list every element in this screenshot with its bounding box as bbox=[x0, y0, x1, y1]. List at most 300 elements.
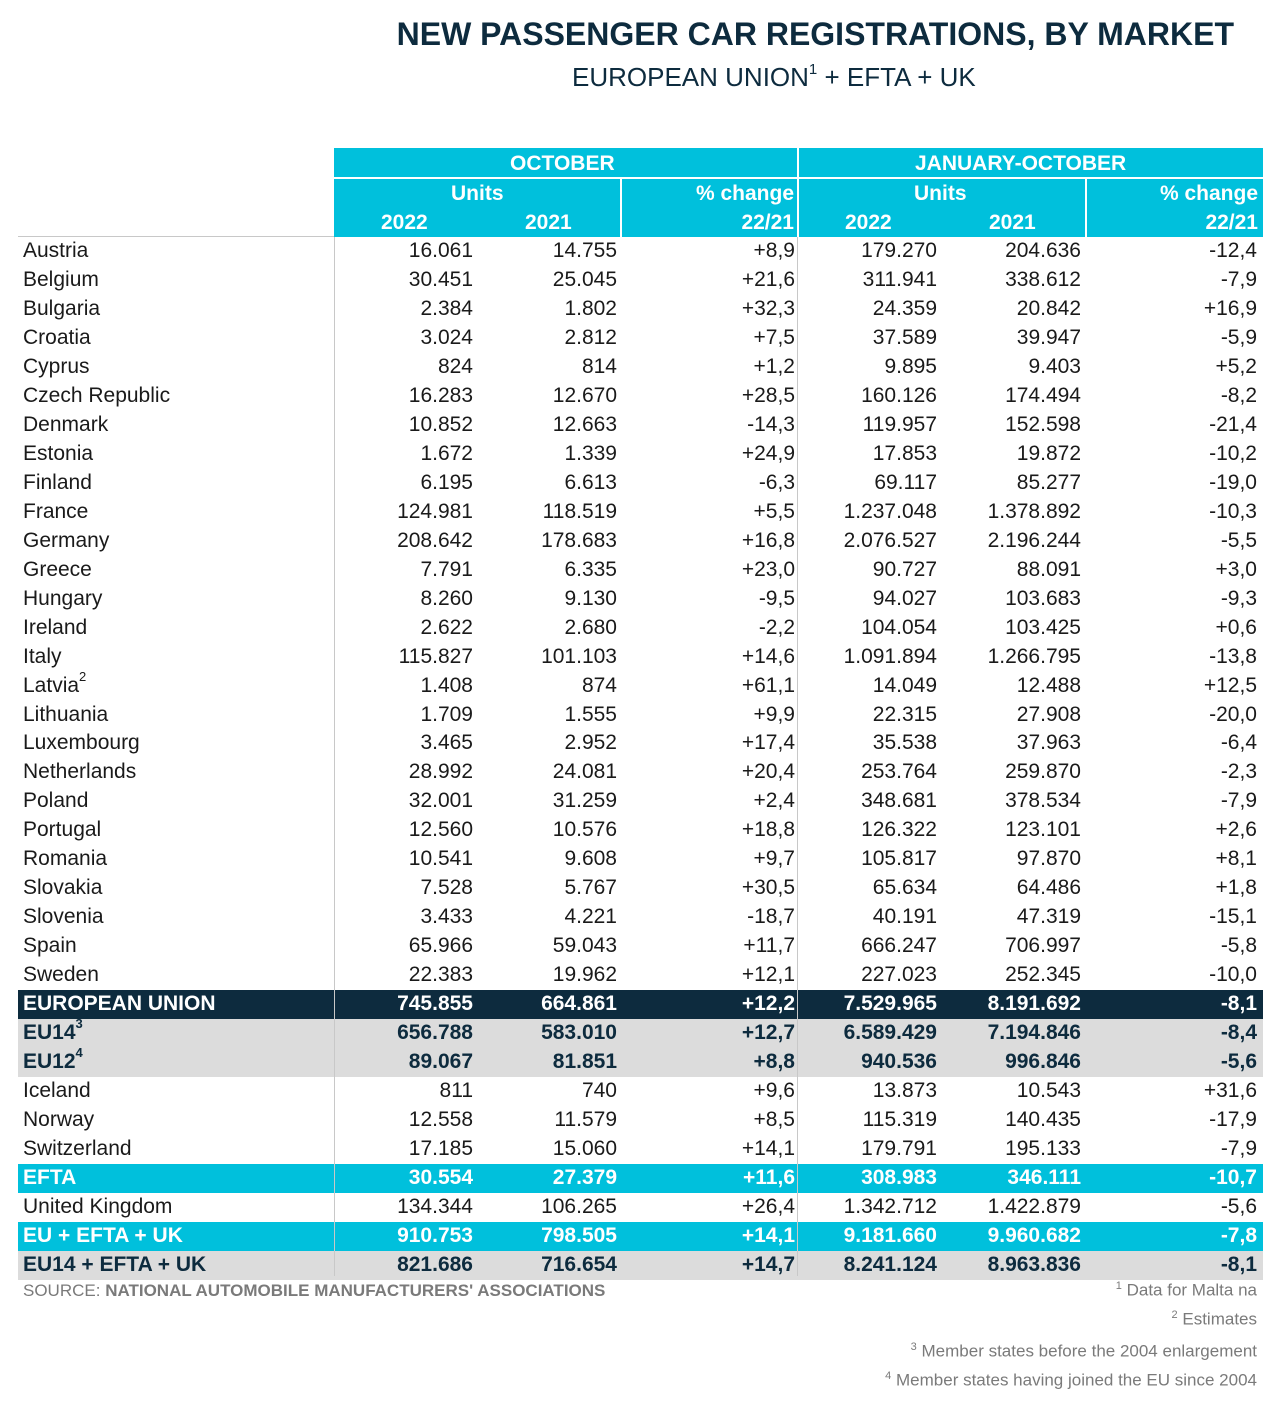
cell-october-pct-change: +17,4 bbox=[741, 731, 795, 755]
cell-october-pct-change: +9,6 bbox=[753, 1079, 795, 1103]
cell-market-name bbox=[23, 556, 92, 585]
market-name-text: Croatia bbox=[23, 325, 91, 349]
cell-october-2021: 12.670 bbox=[552, 383, 617, 407]
cell-janoct-pct-change: -5,8 bbox=[1220, 934, 1257, 958]
market-name-text: Greece bbox=[23, 557, 92, 581]
cell-market-name bbox=[23, 1193, 172, 1222]
cell-janoct-2021: 39.947 bbox=[1016, 325, 1081, 349]
table-row-total bbox=[18, 1222, 1263, 1251]
cell-janoct-2022: 37.589 bbox=[872, 325, 937, 349]
cell-janoct-2021: 27.908 bbox=[1016, 702, 1081, 726]
table-row bbox=[18, 845, 1263, 874]
cell-market-name bbox=[23, 816, 101, 845]
cell-october-2021: 118.519 bbox=[542, 499, 617, 523]
table-row-grand bbox=[18, 1251, 1263, 1280]
table-row bbox=[18, 527, 1263, 556]
cell-october-2021: 81.851 bbox=[552, 1050, 617, 1074]
market-name-text: EU + EFTA + UK bbox=[23, 1223, 183, 1247]
cell-october-2022: 656.788 bbox=[397, 1021, 473, 1045]
footnote-mark: 4 bbox=[75, 1045, 83, 1061]
source-text: NATIONAL AUTOMOBILE MANUFACTURERS' ASSOCIATIONS bbox=[105, 1281, 606, 1300]
table-row bbox=[18, 758, 1263, 787]
cell-october-2021: 5.767 bbox=[564, 876, 617, 900]
cell-janoct-2021: 19.872 bbox=[1016, 441, 1081, 465]
cell-october-2022: 124.981 bbox=[397, 499, 473, 523]
cell-janoct-2021: 88.091 bbox=[1016, 557, 1081, 581]
cell-october-pct-change: +12,2 bbox=[741, 992, 795, 1016]
cell-market-name bbox=[23, 1251, 206, 1280]
cell-october-2021: 583.010 bbox=[541, 1021, 617, 1045]
cell-janoct-2021: 10.543 bbox=[1016, 1079, 1081, 1103]
table-row bbox=[18, 585, 1263, 614]
cell-october-pct-change: +32,3 bbox=[741, 296, 795, 320]
cell-october-2022: 134.344 bbox=[397, 1194, 473, 1218]
cell-janoct-pct-change: -5,9 bbox=[1220, 325, 1257, 349]
cell-october-2022: 2.622 bbox=[420, 615, 473, 639]
cell-janoct-2022: 104.054 bbox=[861, 615, 937, 639]
cell-janoct-2022: 308.983 bbox=[861, 1166, 937, 1189]
table-row bbox=[18, 787, 1263, 816]
source-note bbox=[23, 1281, 605, 1301]
cell-october-2022: 3.024 bbox=[420, 325, 473, 349]
cell-october-pct-change: +7,5 bbox=[753, 325, 795, 349]
cell-october-2022: 208.642 bbox=[397, 528, 473, 552]
cell-october-pct-change: -14,3 bbox=[747, 412, 795, 436]
table-row bbox=[18, 498, 1263, 527]
cell-october-2021: 874 bbox=[581, 673, 617, 697]
table-row bbox=[18, 324, 1263, 353]
cell-october-2022: 1.408 bbox=[420, 673, 473, 697]
cell-janoct-2022: 24.359 bbox=[872, 296, 937, 320]
cell-october-2021: 740 bbox=[581, 1079, 617, 1103]
column-separator bbox=[797, 237, 798, 1276]
cell-janoct-2022: 179.791 bbox=[861, 1137, 937, 1161]
footnote-mark: 4 bbox=[885, 1370, 892, 1382]
cell-market-name bbox=[23, 903, 104, 932]
cell-janoct-2022: 9.895 bbox=[884, 354, 937, 378]
cell-october-2022: 7.528 bbox=[420, 876, 473, 900]
cell-october-2021: 31.259 bbox=[552, 789, 617, 813]
cell-market-name bbox=[23, 701, 108, 730]
cell-market-name bbox=[23, 874, 102, 903]
cell-october-2021: 2.812 bbox=[564, 325, 617, 349]
page-subtitle bbox=[572, 62, 976, 93]
cell-janoct-2022: 253.764 bbox=[861, 760, 937, 784]
cell-market-name bbox=[23, 1222, 183, 1251]
cell-october-pct-change: +21,6 bbox=[741, 267, 795, 291]
cell-janoct-2021: 9.403 bbox=[1028, 354, 1081, 378]
cell-janoct-2022: 940.536 bbox=[861, 1050, 937, 1074]
cell-janoct-pct-change: -7,9 bbox=[1220, 267, 1257, 291]
header-year-2022-october: 2022 bbox=[381, 211, 428, 234]
cell-janoct-2021: 12.488 bbox=[1016, 673, 1081, 697]
footnote-mark: 2 bbox=[79, 668, 87, 684]
cell-janoct-pct-change: +31,6 bbox=[1203, 1079, 1257, 1103]
cell-october-pct-change: +8,8 bbox=[753, 1050, 795, 1074]
cell-market-name bbox=[23, 266, 99, 295]
footnote-mark: 1 bbox=[1115, 1280, 1122, 1292]
cell-janoct-2022: 14.049 bbox=[872, 673, 937, 697]
market-name-text: Italy bbox=[23, 644, 62, 668]
cell-october-2021: 664.861 bbox=[541, 992, 617, 1016]
header-divider bbox=[1085, 178, 1087, 237]
cell-market-name bbox=[23, 469, 92, 498]
cell-october-pct-change: +14,1 bbox=[741, 1223, 795, 1247]
table-row bbox=[18, 556, 1263, 585]
table-row bbox=[18, 1077, 1263, 1106]
cell-janoct-pct-change: -2,3 bbox=[1220, 760, 1257, 784]
cell-october-pct-change: +1,2 bbox=[753, 354, 795, 378]
table-row bbox=[18, 668, 1263, 701]
cell-janoct-2021: 706.997 bbox=[1005, 934, 1081, 958]
cell-janoct-pct-change: -9,3 bbox=[1220, 586, 1257, 610]
cell-janoct-pct-change: -7,9 bbox=[1220, 1137, 1257, 1161]
footnote-3 bbox=[911, 1341, 1257, 1362]
cell-janoct-2021: 47.319 bbox=[1016, 905, 1081, 929]
cell-janoct-2022: 227.023 bbox=[861, 963, 937, 987]
cell-october-pct-change: +9,9 bbox=[753, 702, 795, 726]
header-jan-oct: JANUARY-OCTOBER bbox=[915, 152, 1127, 175]
cell-october-2021: 11.579 bbox=[554, 1108, 617, 1132]
cell-market-name bbox=[23, 758, 136, 787]
cell-october-2021: 1.555 bbox=[564, 702, 617, 726]
table-row bbox=[18, 614, 1263, 643]
table-row bbox=[18, 903, 1263, 932]
header-pct-october: % change bbox=[695, 182, 794, 205]
cell-market-name bbox=[23, 1135, 132, 1164]
market-name-text: United Kingdom bbox=[23, 1194, 173, 1218]
market-name-text: Lithuania bbox=[23, 702, 109, 726]
market-name-text: Norway bbox=[23, 1108, 95, 1132]
cell-october-pct-change: -18,7 bbox=[747, 905, 795, 929]
cell-janoct-2022: 40.191 bbox=[872, 905, 937, 929]
footnote-text: Estimates bbox=[1182, 1309, 1257, 1329]
cell-october-2022: 910.753 bbox=[397, 1223, 473, 1247]
cell-janoct-2021: 1.422.879 bbox=[987, 1194, 1081, 1218]
table-row bbox=[18, 874, 1263, 903]
cell-janoct-2021: 174.494 bbox=[1005, 383, 1081, 407]
cell-janoct-2021: 2.196.244 bbox=[987, 528, 1081, 552]
cell-october-2022: 16.283 bbox=[408, 383, 473, 407]
cell-october-pct-change: +61,1 bbox=[741, 673, 795, 697]
cell-janoct-2022: 94.027 bbox=[872, 586, 937, 610]
market-name-text: Hungary bbox=[23, 586, 103, 610]
cell-market-name bbox=[23, 1164, 76, 1193]
cell-market-name bbox=[23, 527, 109, 556]
cell-market-name bbox=[23, 295, 100, 324]
cell-janoct-2021: 7.194.846 bbox=[987, 1021, 1081, 1045]
header-october: OCTOBER bbox=[510, 152, 615, 175]
cell-janoct-pct-change: -7,9 bbox=[1220, 789, 1257, 813]
footnote-2 bbox=[1172, 1309, 1258, 1330]
subtitle-text: EUROPEAN UNION bbox=[572, 62, 809, 92]
cell-janoct-pct-change: -21,4 bbox=[1209, 412, 1257, 436]
cell-janoct-2021: 8.963.836 bbox=[987, 1252, 1081, 1276]
cell-october-2021: 9.130 bbox=[564, 586, 617, 610]
cell-october-2022: 3.465 bbox=[420, 731, 473, 755]
header-units-october: Units bbox=[451, 182, 504, 205]
table-row bbox=[18, 266, 1263, 295]
table-row bbox=[18, 237, 1263, 266]
cell-october-pct-change: +23,0 bbox=[741, 557, 795, 581]
cell-market-name bbox=[23, 614, 87, 643]
cell-janoct-pct-change: +0,6 bbox=[1215, 615, 1257, 639]
cell-october-2021: 1.339 bbox=[564, 441, 617, 465]
cell-market-name bbox=[23, 1016, 83, 1048]
header-period-october: 22/21 bbox=[741, 211, 794, 234]
cell-janoct-pct-change: +12,5 bbox=[1203, 673, 1257, 697]
cell-october-2021: 14.755 bbox=[552, 239, 617, 262]
table-row bbox=[18, 440, 1263, 469]
cell-janoct-2021: 8.191.692 bbox=[987, 992, 1081, 1016]
cell-october-pct-change: +14,1 bbox=[741, 1137, 795, 1161]
cell-october-2022: 811 bbox=[439, 1079, 473, 1103]
cell-janoct-pct-change: -19,0 bbox=[1209, 470, 1257, 494]
footnote-text: Member states before the 2004 enlargement bbox=[921, 1341, 1257, 1361]
cell-october-pct-change: +12,1 bbox=[741, 963, 795, 987]
cell-market-name bbox=[23, 990, 216, 1019]
cell-october-2022: 6.195 bbox=[420, 470, 473, 494]
cell-janoct-2022: 666.247 bbox=[861, 934, 937, 958]
cell-janoct-pct-change: +5,2 bbox=[1215, 354, 1257, 378]
cell-october-pct-change: +18,8 bbox=[741, 818, 795, 842]
cell-october-2021: 178.683 bbox=[541, 528, 617, 552]
header-year-2022-janoct: 2022 bbox=[845, 211, 892, 234]
market-name-text: Sweden bbox=[23, 963, 99, 987]
header-year-2021-october: 2021 bbox=[525, 211, 572, 234]
cell-market-name bbox=[23, 440, 93, 469]
cell-october-2021: 716.654 bbox=[541, 1252, 617, 1276]
cell-janoct-2022: 119.957 bbox=[862, 412, 937, 436]
cell-janoct-2021: 204.636 bbox=[1005, 239, 1081, 262]
table-row bbox=[18, 411, 1263, 440]
cell-janoct-2022: 8.241.124 bbox=[843, 1252, 937, 1276]
cell-october-pct-change: +9,7 bbox=[753, 847, 795, 871]
cell-october-pct-change: +11,6 bbox=[743, 1166, 795, 1189]
header-divider bbox=[620, 178, 622, 237]
cell-market-name bbox=[23, 1045, 83, 1077]
table-row bbox=[18, 295, 1263, 324]
cell-janoct-2022: 6.589.429 bbox=[843, 1021, 937, 1045]
footnote-mark: 3 bbox=[910, 1341, 917, 1353]
cell-october-2021: 798.505 bbox=[541, 1223, 617, 1247]
data-table-body bbox=[18, 237, 1263, 1280]
cell-october-2021: 106.265 bbox=[541, 1194, 617, 1218]
cell-october-2021: 4.221 bbox=[564, 905, 617, 929]
cell-october-pct-change: +20,4 bbox=[741, 760, 795, 784]
footnote-4 bbox=[885, 1370, 1257, 1391]
cell-october-2022: 10.541 bbox=[408, 847, 473, 871]
market-name-text: Cyprus bbox=[23, 354, 90, 378]
cell-janoct-pct-change: -5,5 bbox=[1220, 528, 1257, 552]
cell-october-2022: 30.451 bbox=[408, 267, 473, 291]
cell-janoct-2021: 259.870 bbox=[1005, 760, 1081, 784]
cell-october-2021: 101.103 bbox=[541, 644, 617, 668]
cell-october-pct-change: +5,5 bbox=[753, 499, 795, 523]
header-year-2021-janoct: 2021 bbox=[989, 211, 1036, 234]
cell-market-name bbox=[23, 1106, 94, 1135]
footnote-1 bbox=[1116, 1280, 1257, 1301]
cell-october-pct-change: +14,6 bbox=[741, 644, 795, 668]
market-name-text: Netherlands bbox=[23, 760, 137, 784]
cell-janoct-2022: 115.319 bbox=[862, 1108, 937, 1132]
cell-janoct-pct-change: -8,4 bbox=[1220, 1021, 1257, 1045]
cell-janoct-2021: 346.111 bbox=[1007, 1166, 1081, 1189]
cell-janoct-2021: 996.846 bbox=[1005, 1050, 1081, 1074]
cell-janoct-2022: 2.076.527 bbox=[843, 528, 937, 552]
cell-october-2022: 3.433 bbox=[420, 905, 473, 929]
cell-janoct-2021: 195.133 bbox=[1005, 1137, 1081, 1161]
cell-october-pct-change: +28,5 bbox=[741, 383, 795, 407]
footnote-mark: 3 bbox=[75, 1016, 83, 1032]
cell-october-2021: 6.335 bbox=[564, 557, 617, 581]
cell-market-name bbox=[23, 382, 170, 411]
cell-october-2022: 22.383 bbox=[408, 963, 473, 987]
market-name-text: Belgium bbox=[23, 267, 99, 291]
cell-janoct-pct-change: -15,1 bbox=[1209, 905, 1257, 929]
cell-october-2022: 7.791 bbox=[420, 557, 473, 581]
cell-october-2022: 17.185 bbox=[408, 1137, 473, 1161]
cell-october-pct-change: +16,8 bbox=[741, 528, 795, 552]
cell-october-2022: 65.966 bbox=[408, 934, 473, 958]
cell-october-2022: 12.560 bbox=[408, 818, 473, 842]
cell-janoct-2022: 9.181.660 bbox=[843, 1223, 937, 1247]
table-row-sub bbox=[18, 1016, 1263, 1048]
cell-market-name bbox=[23, 1077, 91, 1106]
source-label: SOURCE: bbox=[23, 1281, 106, 1300]
cell-october-pct-change: +26,4 bbox=[741, 1194, 795, 1218]
cell-janoct-pct-change: -7,8 bbox=[1220, 1223, 1257, 1247]
cell-october-pct-change: +24,9 bbox=[741, 441, 795, 465]
cell-janoct-2021: 338.612 bbox=[1005, 267, 1081, 291]
cell-janoct-2021: 64.486 bbox=[1016, 876, 1081, 900]
cell-janoct-pct-change: +2,6 bbox=[1215, 818, 1257, 842]
market-name-text: Luxembourg bbox=[23, 731, 140, 755]
cell-janoct-2021: 103.683 bbox=[1005, 586, 1081, 610]
cell-janoct-pct-change: +1,8 bbox=[1215, 876, 1257, 900]
cell-market-name bbox=[23, 932, 77, 961]
footnote-mark: 2 bbox=[1171, 1309, 1178, 1321]
cell-janoct-pct-change: -13,8 bbox=[1209, 644, 1257, 668]
table-row bbox=[18, 729, 1263, 758]
cell-janoct-pct-change: +16,9 bbox=[1203, 296, 1257, 320]
cell-october-2022: 821.686 bbox=[397, 1252, 473, 1276]
cell-janoct-pct-change: -5,6 bbox=[1220, 1050, 1257, 1074]
market-name-text: Germany bbox=[23, 528, 110, 552]
cell-janoct-pct-change: -10,3 bbox=[1209, 499, 1257, 523]
table-row bbox=[18, 816, 1263, 845]
cell-october-2022: 32.001 bbox=[408, 789, 473, 813]
cell-janoct-2022: 160.126 bbox=[861, 383, 937, 407]
cell-janoct-pct-change: -12,4 bbox=[1209, 239, 1257, 262]
cell-october-pct-change: +2,4 bbox=[753, 789, 795, 813]
cell-october-pct-change: +11,7 bbox=[743, 934, 795, 958]
cell-janoct-2022: 22.315 bbox=[872, 702, 937, 726]
cell-janoct-pct-change: -17,9 bbox=[1209, 1108, 1257, 1132]
header-period-janoct: 22/21 bbox=[1205, 211, 1258, 234]
cell-market-name bbox=[23, 353, 90, 382]
cell-janoct-pct-change: +8,1 bbox=[1215, 847, 1257, 871]
cell-janoct-2021: 1.378.892 bbox=[987, 499, 1081, 523]
table-row bbox=[18, 469, 1263, 498]
market-name-text: Slovenia bbox=[23, 905, 104, 929]
column-separator bbox=[334, 237, 335, 1276]
cell-janoct-2022: 35.538 bbox=[872, 731, 937, 755]
cell-october-2022: 1.709 bbox=[420, 702, 473, 726]
table-row-efta bbox=[18, 1164, 1263, 1193]
cell-janoct-2022: 13.873 bbox=[872, 1079, 937, 1103]
cell-october-2022: 745.855 bbox=[397, 992, 473, 1016]
cell-janoct-2022: 348.681 bbox=[861, 789, 937, 813]
cell-janoct-2021: 85.277 bbox=[1016, 470, 1081, 494]
table-row bbox=[18, 643, 1263, 672]
cell-october-2021: 6.613 bbox=[564, 470, 617, 494]
footnote-text: Data for Malta na bbox=[1126, 1280, 1257, 1300]
page-title: NEW PASSENGER CAR REGISTRATIONS, BY MARKET bbox=[396, 16, 1234, 52]
cell-october-2021: 15.060 bbox=[552, 1137, 617, 1161]
cell-october-2021: 9.608 bbox=[564, 847, 617, 871]
cell-market-name bbox=[23, 668, 87, 701]
market-name-text: EUROPEAN UNION bbox=[23, 992, 216, 1016]
cell-janoct-2022: 311.941 bbox=[862, 267, 937, 291]
cell-october-2022: 30.554 bbox=[408, 1166, 473, 1189]
market-name-text: Estonia bbox=[23, 441, 94, 465]
market-name-text: EU14 bbox=[23, 1021, 76, 1045]
cell-market-name bbox=[23, 411, 108, 440]
cell-janoct-2022: 1.342.712 bbox=[843, 1194, 937, 1218]
cell-october-2022: 89.067 bbox=[408, 1050, 473, 1074]
market-name-text: EU14 + EFTA + UK bbox=[23, 1252, 207, 1276]
cell-october-2022: 115.827 bbox=[398, 644, 473, 668]
market-name-text: Spain bbox=[23, 934, 77, 958]
cell-janoct-2022: 105.817 bbox=[861, 847, 937, 871]
market-name-text: Slovakia bbox=[23, 876, 103, 900]
cell-janoct-2022: 1.091.894 bbox=[843, 644, 937, 668]
table-row bbox=[18, 961, 1263, 990]
market-name-text: Iceland bbox=[23, 1079, 91, 1103]
cell-janoct-2021: 1.266.795 bbox=[987, 644, 1081, 668]
cell-janoct-2022: 65.634 bbox=[872, 876, 937, 900]
table-row bbox=[18, 1135, 1263, 1164]
market-name-text: Austria bbox=[23, 239, 89, 262]
cell-janoct-2021: 103.425 bbox=[1005, 615, 1081, 639]
cell-janoct-2022: 69.117 bbox=[874, 470, 937, 494]
cell-janoct-2021: 123.101 bbox=[1005, 818, 1081, 842]
cell-janoct-pct-change: -10,2 bbox=[1209, 441, 1257, 465]
cell-janoct-2021: 378.534 bbox=[1005, 789, 1081, 813]
market-name-text: EFTA bbox=[23, 1166, 77, 1189]
market-name-text: Romania bbox=[23, 847, 108, 871]
cell-october-pct-change: +8,9 bbox=[753, 239, 795, 262]
header-pct-janoct: % change bbox=[1159, 182, 1258, 205]
cell-janoct-2022: 17.853 bbox=[872, 441, 937, 465]
cell-october-2021: 59.043 bbox=[552, 934, 617, 958]
cell-october-2021: 19.962 bbox=[552, 963, 617, 987]
table-row bbox=[18, 1193, 1263, 1222]
cell-october-2021: 24.081 bbox=[552, 760, 617, 784]
cell-janoct-2022: 90.727 bbox=[872, 557, 937, 581]
table-row-sub bbox=[18, 1045, 1263, 1077]
cell-janoct-pct-change: -8,1 bbox=[1220, 1252, 1257, 1276]
cell-janoct-2022: 7.529.965 bbox=[843, 992, 937, 1016]
cell-market-name bbox=[23, 845, 107, 874]
cell-janoct-2021: 152.598 bbox=[1005, 412, 1081, 436]
cell-janoct-pct-change: -10,7 bbox=[1209, 1166, 1257, 1189]
cell-october-pct-change: +30,5 bbox=[741, 876, 795, 900]
cell-market-name bbox=[23, 787, 88, 816]
market-name-text: Denmark bbox=[23, 412, 109, 436]
market-name-text: Latvia bbox=[23, 673, 80, 697]
